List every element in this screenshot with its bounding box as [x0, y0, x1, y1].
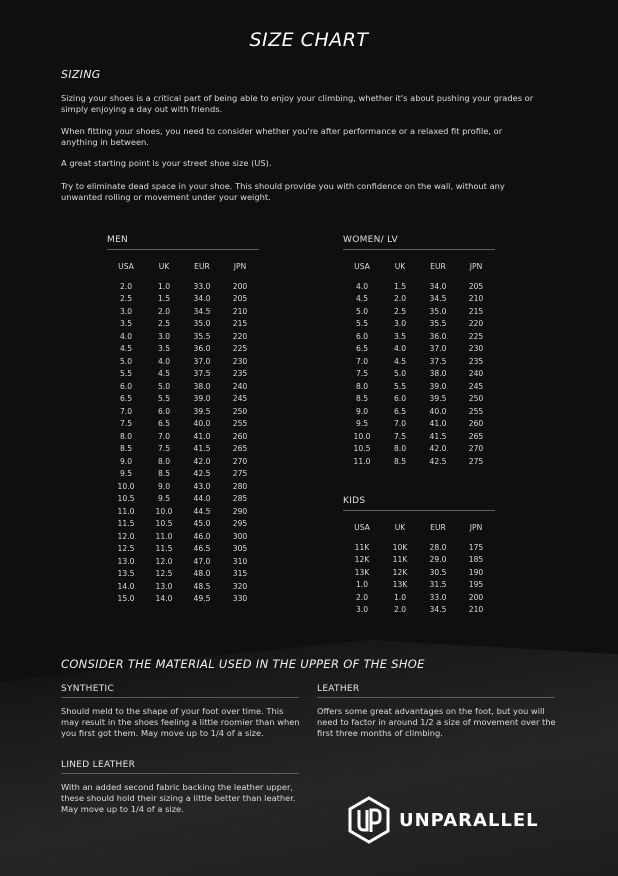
table-cell: 43.0: [193, 481, 211, 491]
table-cell: 41.5: [429, 431, 447, 441]
leather-text: Offers some great advantages on the foot, but you will need to factor in around 1/2 a size of movement over the first three months of climbing.: [317, 706, 556, 738]
table-row: [343, 591, 495, 604]
table-row: [343, 380, 495, 393]
table-cell: 250: [232, 406, 248, 416]
synthetic-heading: SYNTHETIC: [61, 684, 299, 698]
table-cell: 41.5: [193, 444, 211, 454]
table-cell: 6.0: [157, 406, 171, 416]
table-cell: 265: [468, 431, 484, 441]
table-cell: 190: [468, 567, 484, 577]
table-cell: 39.5: [193, 406, 211, 416]
brand-logo: [347, 796, 539, 844]
table-cell: 44.5: [193, 506, 211, 516]
table-cell: 1.0: [157, 281, 171, 291]
table-cell: 3.5: [157, 344, 171, 354]
column-header: JPN: [469, 262, 483, 271]
table-cell: 11.0: [155, 531, 173, 541]
table-header-row: [107, 262, 259, 280]
table-cell: 48.0: [193, 569, 211, 579]
table-cell: 2.0: [393, 605, 407, 615]
table-cell: 30.5: [429, 567, 447, 577]
table-row: [343, 430, 495, 443]
column-header: JPN: [233, 262, 247, 271]
table-cell: 46.5: [193, 544, 211, 554]
table-cell: 15.0: [117, 594, 135, 604]
table-cell: 250: [468, 394, 484, 404]
table-cell: 42.0: [193, 456, 211, 466]
table-cell: 285: [232, 494, 248, 504]
leather-heading: LEATHER: [317, 684, 555, 698]
table-cell: 2.5: [119, 294, 133, 304]
table-cell: 3.5: [119, 319, 133, 329]
women-table-grid: [343, 262, 495, 468]
table-cell: 5.0: [393, 369, 407, 379]
table-cell: 37.0: [193, 356, 211, 366]
table-cell: 3.0: [119, 306, 133, 316]
table-cell: 35.5: [193, 331, 211, 341]
table-cell: 7.5: [355, 369, 369, 379]
page-title: SIZE CHART: [249, 29, 369, 51]
table-cell: 330: [232, 594, 248, 604]
table-row: [343, 330, 495, 343]
table-cell: 11K: [354, 542, 370, 552]
brand-name: UNPARALLEL: [399, 809, 539, 831]
table-row: [107, 355, 259, 368]
table-cell: 29.0: [429, 555, 447, 565]
table-cell: 215: [232, 319, 248, 329]
table-cell: 13.0: [117, 556, 135, 566]
table-cell: 235: [232, 369, 248, 379]
table-cell: 12.0: [155, 556, 173, 566]
column-header: USA: [118, 262, 134, 271]
table-cell: 220: [468, 319, 484, 329]
table-cell: 220: [232, 331, 248, 341]
table-cell: 39.5: [429, 394, 447, 404]
sizing-paragraph-1: Sizing your shoes is a critical part of being able to enjoy your climbing, whether it's about pushing your grades or simply enjoying a day out with friends.: [61, 93, 534, 114]
table-cell: 175: [468, 542, 484, 552]
table-cell: 3.0: [393, 319, 407, 329]
table-row: [343, 293, 495, 306]
table-row: [343, 405, 495, 418]
synthetic-text: Should meld to the shape of your foot over time. This may result in the shoes feeling a little roomier than when you first got them. May move up to 1/4 of a size.: [61, 706, 300, 738]
men-size-table: [107, 235, 259, 605]
table-cell: 210: [468, 605, 484, 615]
table-cell: 34.5: [429, 605, 447, 615]
table-cell: 8.5: [355, 394, 369, 404]
table-cell: 6.5: [355, 344, 369, 354]
table-cell: 11.0: [117, 506, 135, 516]
table-cell: 290: [232, 506, 248, 516]
table-cell: 35.0: [193, 319, 211, 329]
table-cell: 6.5: [119, 394, 133, 404]
table-row: [107, 418, 259, 431]
table-cell: 1.5: [157, 294, 171, 304]
table-row: [343, 579, 495, 592]
women-size-table: [343, 235, 495, 468]
up-hexagon-logo-icon: [347, 796, 391, 844]
table-cell: 4.0: [355, 281, 369, 291]
table-cell: 305: [232, 544, 248, 554]
table-cell: 200: [468, 592, 484, 602]
table-cell: 28.0: [429, 542, 447, 552]
table-row: [107, 468, 259, 481]
table-row: [107, 568, 259, 581]
table-cell: 3.0: [157, 331, 171, 341]
table-cell: 7.5: [119, 419, 133, 429]
table-row: [107, 343, 259, 356]
table-cell: 8.0: [355, 381, 369, 391]
table-cell: 41.0: [193, 431, 211, 441]
table-cell: 13K: [392, 580, 408, 590]
sizing-paragraph-2: When fitting your shoes, you need to consider whether you're after performance or a relaxed fit profile, or anything in between.: [61, 126, 503, 147]
table-cell: 230: [232, 356, 248, 366]
table-cell: 12.5: [117, 544, 135, 554]
table-cell: 10.0: [353, 431, 371, 441]
table-cell: 195: [468, 580, 484, 590]
table-row: [107, 555, 259, 568]
table-cell: 13.0: [155, 581, 173, 591]
table-cell: 5.5: [393, 381, 407, 391]
table-cell: 9.0: [355, 406, 369, 416]
table-cell: 4.5: [355, 294, 369, 304]
table-row: [107, 293, 259, 306]
table-cell: 33.0: [193, 281, 211, 291]
table-cell: 9.5: [355, 419, 369, 429]
table-cell: 265: [232, 444, 248, 454]
table-cell: 7.5: [393, 431, 407, 441]
table-cell: 8.5: [157, 469, 171, 479]
table-row: [343, 318, 495, 331]
table-cell: 35.5: [429, 319, 447, 329]
men-table-title: MEN: [107, 235, 259, 250]
table-cell: 7.0: [355, 356, 369, 366]
table-cell: 34.5: [193, 306, 211, 316]
table-cell: 40.0: [429, 406, 447, 416]
women-table-title: WOMEN/ LV: [343, 235, 495, 250]
table-cell: 1.5: [393, 281, 407, 291]
table-cell: 38.0: [193, 381, 211, 391]
table-cell: 12K: [354, 555, 370, 565]
table-cell: 11.5: [155, 544, 173, 554]
table-row: [107, 505, 259, 518]
table-cell: 185: [468, 555, 484, 565]
table-cell: 9.0: [157, 481, 171, 491]
table-cell: 10.0: [155, 506, 173, 516]
table-cell: 245: [232, 394, 248, 404]
table-cell: 48.5: [193, 581, 211, 591]
table-row: [343, 368, 495, 381]
table-cell: 37.5: [429, 356, 447, 366]
table-cell: 3.0: [355, 605, 369, 615]
table-cell: 8.5: [393, 456, 407, 466]
table-header-row: [343, 262, 495, 280]
lined-leather-text: With an added second fabric backing the leather upper, these should hold their sizing a little better than leather. May move up to 1/4 of a size.: [61, 782, 296, 814]
sizing-paragraph-4: Try to eliminate dead space in your shoe. This should provide you with confidence on the wall, without any unwanted rolling or movement under your weight.: [61, 181, 505, 202]
column-header: JPN: [469, 523, 483, 532]
table-row: [343, 554, 495, 567]
table-cell: 8.5: [119, 444, 133, 454]
table-cell: 11.5: [117, 519, 135, 529]
material-heading: CONSIDER THE MATERIAL USED IN THE UPPER OF THE SHOE: [61, 657, 425, 671]
table-cell: 1.0: [393, 592, 407, 602]
table-row: [343, 355, 495, 368]
table-row: [343, 280, 495, 293]
sizing-heading: SIZING: [61, 68, 101, 81]
table-cell: 47.0: [193, 556, 211, 566]
table-cell: 205: [468, 281, 484, 291]
table-row: [107, 593, 259, 606]
table-cell: 41.0: [429, 419, 447, 429]
table-cell: 10.5: [353, 444, 371, 454]
table-cell: 6.0: [393, 394, 407, 404]
men-table-grid: [107, 262, 259, 605]
table-row: [107, 380, 259, 393]
table-cell: 36.0: [193, 344, 211, 354]
column-header: UK: [158, 262, 170, 271]
table-cell: 9.0: [119, 456, 133, 466]
table-row: [343, 566, 495, 579]
table-cell: 205: [232, 294, 248, 304]
kids-table-grid: [343, 523, 495, 616]
table-cell: 3.5: [393, 331, 407, 341]
table-row: [107, 405, 259, 418]
table-cell: 39.0: [429, 381, 447, 391]
table-cell: 4.0: [157, 356, 171, 366]
table-cell: 35.0: [429, 306, 447, 316]
table-cell: 270: [232, 456, 248, 466]
table-cell: 4.0: [393, 344, 407, 354]
table-row: [107, 480, 259, 493]
table-cell: 275: [468, 456, 484, 466]
table-row: [107, 318, 259, 331]
table-cell: 12.0: [117, 531, 135, 541]
table-cell: 7.5: [157, 444, 171, 454]
table-cell: 260: [468, 419, 484, 429]
table-cell: 295: [232, 519, 248, 529]
column-header: EUR: [430, 523, 446, 532]
table-cell: 5.0: [119, 356, 133, 366]
table-cell: 46.0: [193, 531, 211, 541]
table-cell: 5.5: [355, 319, 369, 329]
table-cell: 200: [232, 281, 248, 291]
table-cell: 34.0: [429, 281, 447, 291]
table-row: [107, 443, 259, 456]
table-header-row: [343, 523, 495, 541]
kids-size-table: [343, 496, 495, 616]
table-cell: 11.0: [353, 456, 371, 466]
table-cell: 7.0: [393, 419, 407, 429]
column-header: EUR: [194, 262, 210, 271]
table-cell: 39.0: [193, 394, 211, 404]
table-row: [107, 530, 259, 543]
table-row: [343, 305, 495, 318]
table-cell: 2.0: [393, 294, 407, 304]
table-cell: 9.5: [157, 494, 171, 504]
table-cell: 2.0: [119, 281, 133, 291]
table-cell: 260: [232, 431, 248, 441]
table-cell: 210: [232, 306, 248, 316]
kids-table-title: KIDS: [343, 496, 495, 511]
table-cell: 36.0: [429, 331, 447, 341]
table-cell: 12.5: [155, 569, 173, 579]
table-cell: 300: [232, 531, 248, 541]
table-cell: 7.0: [157, 431, 171, 441]
table-cell: 6.5: [393, 406, 407, 416]
table-cell: 2.0: [157, 306, 171, 316]
table-cell: 275: [232, 469, 248, 479]
table-cell: 315: [232, 569, 248, 579]
table-cell: 42.5: [429, 456, 447, 466]
table-cell: 31.5: [429, 580, 447, 590]
table-cell: 10.5: [155, 519, 173, 529]
table-cell: 240: [232, 381, 248, 391]
table-cell: 42.5: [193, 469, 211, 479]
table-cell: 6.0: [355, 331, 369, 341]
table-cell: 255: [468, 406, 484, 416]
table-cell: 45.0: [193, 519, 211, 529]
table-row: [107, 280, 259, 293]
table-cell: 9.5: [119, 469, 133, 479]
table-cell: 14.0: [117, 581, 135, 591]
table-row: [107, 305, 259, 318]
column-header: UK: [394, 523, 406, 532]
table-cell: 210: [468, 294, 484, 304]
table-cell: 42.0: [429, 444, 447, 454]
table-cell: 10K: [392, 542, 408, 552]
table-cell: 34.0: [193, 294, 211, 304]
table-row: [107, 430, 259, 443]
table-cell: 5.0: [157, 381, 171, 391]
table-cell: 5.5: [119, 369, 133, 379]
table-cell: 2.5: [393, 306, 407, 316]
table-cell: 8.0: [393, 444, 407, 454]
column-header: USA: [354, 523, 370, 532]
table-cell: 38.0: [429, 369, 447, 379]
table-cell: 270: [468, 444, 484, 454]
lined-leather-heading: LINED LEATHER: [61, 760, 299, 774]
table-cell: 280: [232, 481, 248, 491]
table-cell: 8.0: [119, 431, 133, 441]
table-cell: 2.0: [355, 592, 369, 602]
column-header: UK: [394, 262, 406, 271]
table-row: [343, 604, 495, 617]
table-row: [343, 443, 495, 456]
table-cell: 4.5: [119, 344, 133, 354]
table-cell: 7.0: [119, 406, 133, 416]
table-row: [107, 330, 259, 343]
table-cell: 235: [468, 356, 484, 366]
table-cell: 49.5: [193, 594, 211, 604]
table-cell: 6.0: [119, 381, 133, 391]
table-cell: 230: [468, 344, 484, 354]
table-row: [343, 455, 495, 468]
table-cell: 4.5: [157, 369, 171, 379]
sizing-paragraph-3: A great starting point is your street shoe size (US).: [61, 158, 272, 168]
table-row: [107, 518, 259, 531]
table-row: [107, 543, 259, 556]
table-cell: 44.0: [193, 494, 211, 504]
table-cell: 1.0: [355, 580, 369, 590]
table-cell: 2.5: [157, 319, 171, 329]
table-row: [107, 368, 259, 381]
table-row: [107, 493, 259, 506]
table-cell: 40.0: [193, 419, 211, 429]
table-row: [107, 455, 259, 468]
table-cell: 33.0: [429, 592, 447, 602]
table-cell: 225: [468, 331, 484, 341]
table-cell: 5.5: [157, 394, 171, 404]
table-row: [343, 343, 495, 356]
table-row: [343, 418, 495, 431]
table-cell: 10.5: [117, 494, 135, 504]
table-row: [343, 393, 495, 406]
table-cell: 34.5: [429, 294, 447, 304]
table-cell: 6.5: [157, 419, 171, 429]
table-cell: 255: [232, 419, 248, 429]
table-cell: 10.0: [117, 481, 135, 491]
column-header: USA: [354, 262, 370, 271]
table-cell: 5.0: [355, 306, 369, 316]
table-cell: 245: [468, 381, 484, 391]
table-row: [107, 580, 259, 593]
table-cell: 320: [232, 581, 248, 591]
table-cell: 13.5: [117, 569, 135, 579]
table-cell: 215: [468, 306, 484, 316]
table-cell: 11K: [392, 555, 408, 565]
table-cell: 37.0: [429, 344, 447, 354]
table-cell: 310: [232, 556, 248, 566]
table-cell: 225: [232, 344, 248, 354]
table-cell: 240: [468, 369, 484, 379]
table-cell: 4.5: [393, 356, 407, 366]
table-row: [107, 393, 259, 406]
table-cell: 37.5: [193, 369, 211, 379]
table-row: [343, 541, 495, 554]
column-header: EUR: [430, 262, 446, 271]
table-cell: 13K: [354, 567, 370, 577]
table-cell: 8.0: [157, 456, 171, 466]
table-cell: 14.0: [155, 594, 173, 604]
table-cell: 12K: [392, 567, 408, 577]
table-cell: 4.0: [119, 331, 133, 341]
